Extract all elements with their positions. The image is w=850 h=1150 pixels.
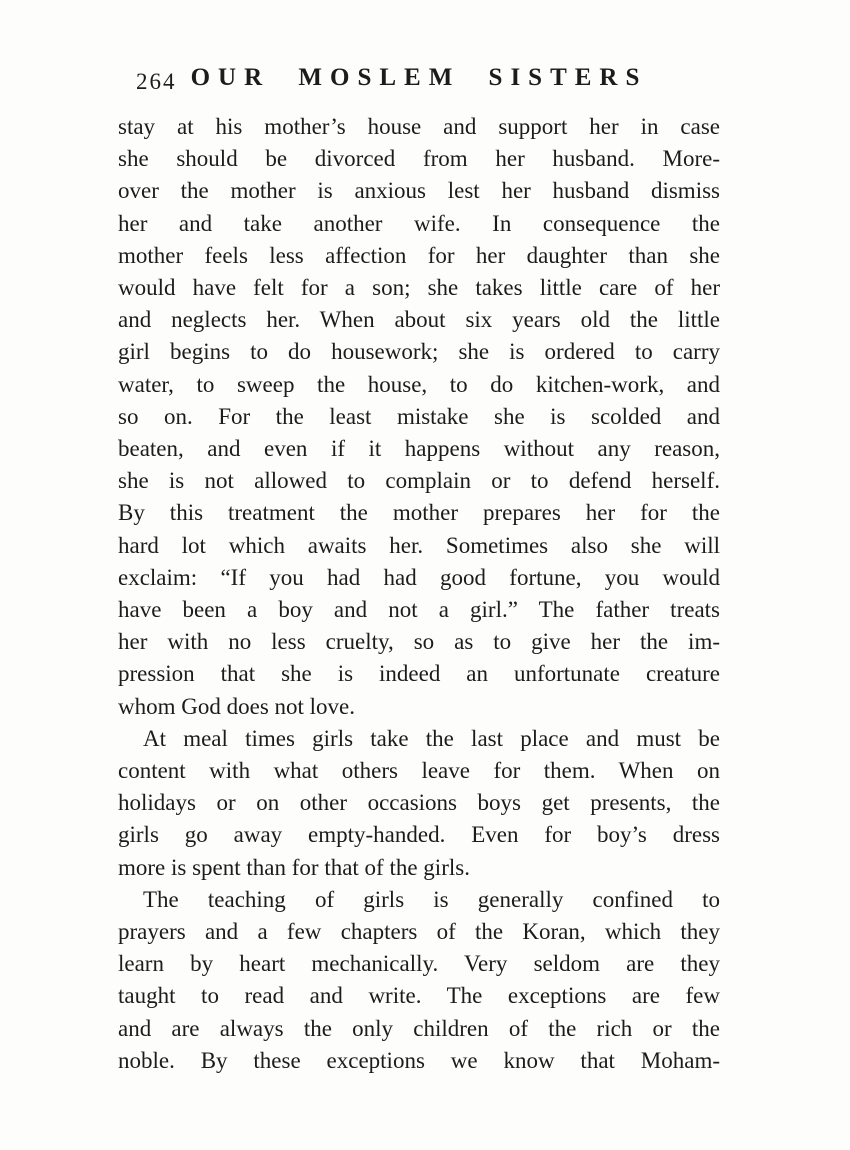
text-line: content with what others leave for them. When on: [118, 758, 720, 784]
text-line: whom God does not love.: [118, 693, 356, 719]
text-line: girl begins to do housework; she is ordered to carry: [118, 339, 720, 365]
page-header: [118, 64, 720, 100]
text-line: prayers and a few chapters of the Koran, which they: [118, 919, 720, 945]
text-line: holidays or on other occasions boys get presents, the: [118, 790, 720, 816]
text-line: over the mother is anxious lest her husband dismiss: [118, 178, 720, 204]
text-line: would have felt for a son; she takes little care of her: [118, 275, 720, 301]
text-line: By this treatment the mother prepares her for the: [118, 500, 720, 526]
text-line: stay at his mother’s house and support her in case: [118, 114, 720, 139]
page-number: 264: [136, 69, 177, 94]
text-line: water, to sweep the house, to do kitchen-work, and: [118, 371, 720, 397]
text-line: pression that she is indeed an unfortunate creature: [118, 661, 720, 687]
page-body: [118, 111, 720, 1077]
text-line: learn by heart mechanically. Very seldom are they: [118, 951, 720, 977]
text-line: beaten, and even if it happens without any reason,: [118, 436, 720, 462]
text-line: and are always the only children of the rich or the: [118, 1015, 720, 1041]
text-line: she should be divorced from her husband. More-: [118, 146, 720, 172]
text-line: she is not allowed to complain or to defend herself.: [118, 468, 720, 494]
running-title: OUR MOSLEM SISTERS: [190, 64, 648, 91]
text-line: exclaim: “If you had had good fortune, you would: [118, 564, 720, 590]
text-line: and neglects her. When about six years old the little: [118, 307, 720, 333]
text-line: hard lot which awaits her. Sometimes also she will: [118, 532, 720, 558]
text-line: At meal times girls take the last place and must be: [143, 725, 720, 751]
paragraph: [118, 884, 720, 1077]
text-line: taught to read and write. The exceptions are few: [118, 983, 720, 1009]
text-line: her with no less cruelty, so as to give her the im-: [118, 629, 720, 655]
text-line: girls go away empty-handed. Even for boy’s dress: [118, 822, 720, 848]
text-line: so on. For the least mistake she is scolded and: [118, 403, 720, 429]
text-line: noble. By these exceptions we know that Moham-: [118, 1047, 720, 1073]
text-line: more is spent than for that of the girls.: [118, 854, 470, 880]
text-line: The teaching of girls is generally confined to: [143, 886, 720, 912]
paragraph: [118, 111, 720, 723]
text-line: have been a boy and not a girl.” The father treats: [118, 597, 720, 623]
text-line: her and take another wife. In consequence the: [118, 210, 720, 236]
paragraph: [118, 723, 720, 884]
text-line: mother feels less affection for her daughter than she: [118, 242, 720, 268]
